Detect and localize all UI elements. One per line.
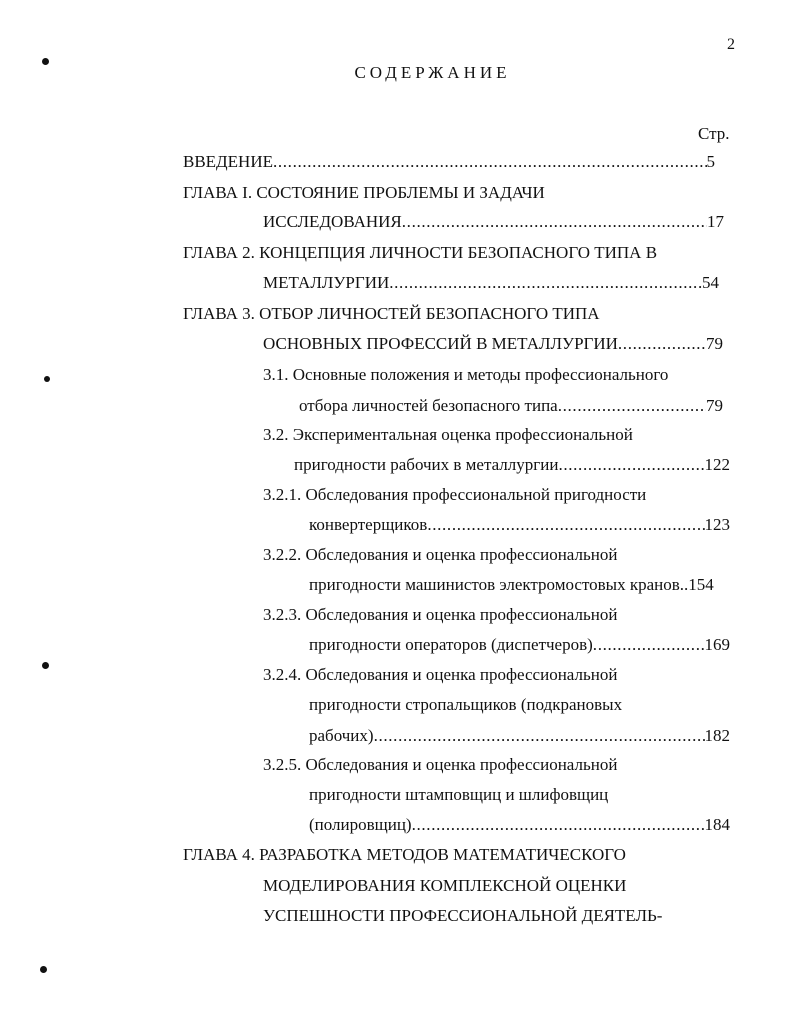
leader-dots xyxy=(412,815,705,835)
toc-entry[interactable] xyxy=(263,273,719,297)
toc-entry-title: ГЛАВА 4. РАЗРАБОТКА МЕТОДОВ МАТЕМАТИЧЕСКОГО xyxy=(183,845,626,864)
toc-entry-page: 79 xyxy=(706,334,723,353)
toc-entry-title: пригодности стропальщиков (подкрановых xyxy=(309,695,623,714)
toc-entry[interactable] xyxy=(263,212,724,236)
toc-entry-page: 154 xyxy=(688,575,714,594)
toc-entry-title: пригодности штамповщиц и шлифовщиц xyxy=(309,785,609,804)
toc-entry-title: УСПЕШНОСТИ ПРОФЕССИОНАЛЬНОЙ ДЕЯТЕЛЬ- xyxy=(263,906,663,925)
toc-entry[interactable] xyxy=(309,635,730,659)
toc-entry-page: 123 xyxy=(704,515,730,534)
page-number: 2 xyxy=(727,36,735,53)
leader-dots xyxy=(558,455,704,475)
toc-entry-page: 122 xyxy=(704,455,730,474)
toc-entry-title: конвертерщиков xyxy=(309,515,428,534)
toc-entry[interactable] xyxy=(309,695,622,719)
toc-entry[interactable] xyxy=(263,365,668,389)
toc-entry[interactable] xyxy=(299,396,723,420)
toc-entry[interactable] xyxy=(309,815,730,839)
toc-entry-title: МОДЕЛИРОВАНИЯ КОМПЛЕКСНОЙ ОЦЕНКИ xyxy=(263,876,627,895)
leader-dots xyxy=(427,515,704,535)
toc-entry-page: 184 xyxy=(704,815,730,834)
toc-entry-title: пригодности машинистов электромостовых кранов.. xyxy=(309,575,689,594)
punch-hole-mark xyxy=(44,376,50,382)
page-column-label: Стр. xyxy=(698,124,730,143)
toc-entry-title: 3.1. Основные положения и методы профессионального xyxy=(263,365,669,384)
leader-dots xyxy=(374,726,705,746)
toc-entry[interactable] xyxy=(183,304,600,328)
toc-entry-title: 3.2.2. Обследования и оценка профессиональной xyxy=(263,545,618,564)
toc-entry[interactable] xyxy=(183,152,715,176)
toc-entry-title: 3.2.1. Обследования профессиональной пригодности xyxy=(263,485,647,504)
punch-hole-mark xyxy=(40,966,47,973)
toc-entry-title: 3.2.4. Обследования и оценка профессиональной xyxy=(263,665,618,684)
leader-dots xyxy=(273,152,707,172)
toc-entry-page: 17 xyxy=(707,212,724,231)
toc-entry[interactable] xyxy=(263,334,723,358)
page-title: СОДЕРЖАНИЕ xyxy=(354,63,511,82)
toc-entry-title: ОСНОВНЫХ ПРОФЕССИЙ В МЕТАЛЛУРГИИ xyxy=(263,334,618,353)
toc-entry[interactable] xyxy=(263,665,617,689)
toc-entry[interactable] xyxy=(263,605,617,629)
leader-dots xyxy=(389,273,702,293)
punch-hole-mark xyxy=(42,662,49,669)
leader-dots xyxy=(593,635,705,655)
toc-entry-title: 3.2.5. Обследования и оценка профессиональной xyxy=(263,755,618,774)
toc-entry-page: 182 xyxy=(704,726,730,745)
toc-entry-title: ИССЛЕДОВАНИЯ xyxy=(263,212,402,231)
leader-dots xyxy=(402,212,707,232)
toc-entry-title: ВВЕДЕНИЕ xyxy=(183,152,273,171)
toc-entry[interactable] xyxy=(263,485,646,509)
toc-entry[interactable] xyxy=(183,845,626,869)
toc-entry[interactable] xyxy=(309,515,730,539)
toc-entry-title: ГЛАВА I. СОСТОЯНИЕ ПРОБЛЕМЫ И ЗАДАЧИ xyxy=(183,183,545,202)
toc-entry-page: 5 xyxy=(706,152,715,171)
toc-entry-title: 3.2. Экспериментальная оценка профессиональной xyxy=(263,425,633,444)
toc-entry[interactable] xyxy=(263,425,633,449)
toc-entry-title: отбора личностей безопасного типа xyxy=(299,396,558,415)
toc-entry[interactable] xyxy=(294,455,730,479)
toc-entry-page: 54 xyxy=(702,273,719,292)
toc-entry-title: 3.2.3. Обследования и оценка профессиональной xyxy=(263,605,618,624)
toc-entry-title: пригодности рабочих в металлургии xyxy=(294,455,559,474)
toc-entry[interactable] xyxy=(263,906,662,930)
toc-entry[interactable] xyxy=(183,183,545,207)
toc-entry-page: 169 xyxy=(704,635,730,654)
toc-entry-title: (полировщиц) xyxy=(309,815,412,834)
toc-entry-title: МЕТАЛЛУРГИИ xyxy=(263,273,390,292)
toc-entry[interactable] xyxy=(263,876,626,900)
toc-entry[interactable] xyxy=(183,243,657,267)
toc-entry-title: пригодности операторов (диспетчеров) xyxy=(309,635,593,654)
toc-entry-page: 79 xyxy=(706,396,723,415)
toc-entry-title: ГЛАВА 3. ОТБОР ЛИЧНОСТЕЙ БЕЗОПАСНОГО ТИПА xyxy=(183,304,600,323)
toc-entry-title: ГЛАВА 2. КОНЦЕПЦИЯ ЛИЧНОСТИ БЕЗОПАСНОГО ТИПА В xyxy=(183,243,658,262)
leader-dots xyxy=(618,334,706,354)
toc-entry[interactable] xyxy=(309,575,714,599)
toc-entry[interactable] xyxy=(263,545,617,569)
toc-entry[interactable] xyxy=(309,726,730,750)
toc-entry-title: рабочих) xyxy=(309,726,374,745)
punch-hole-mark xyxy=(42,58,49,65)
toc-entry[interactable] xyxy=(263,755,617,779)
toc-entry[interactable] xyxy=(309,785,608,809)
leader-dots xyxy=(558,396,706,416)
